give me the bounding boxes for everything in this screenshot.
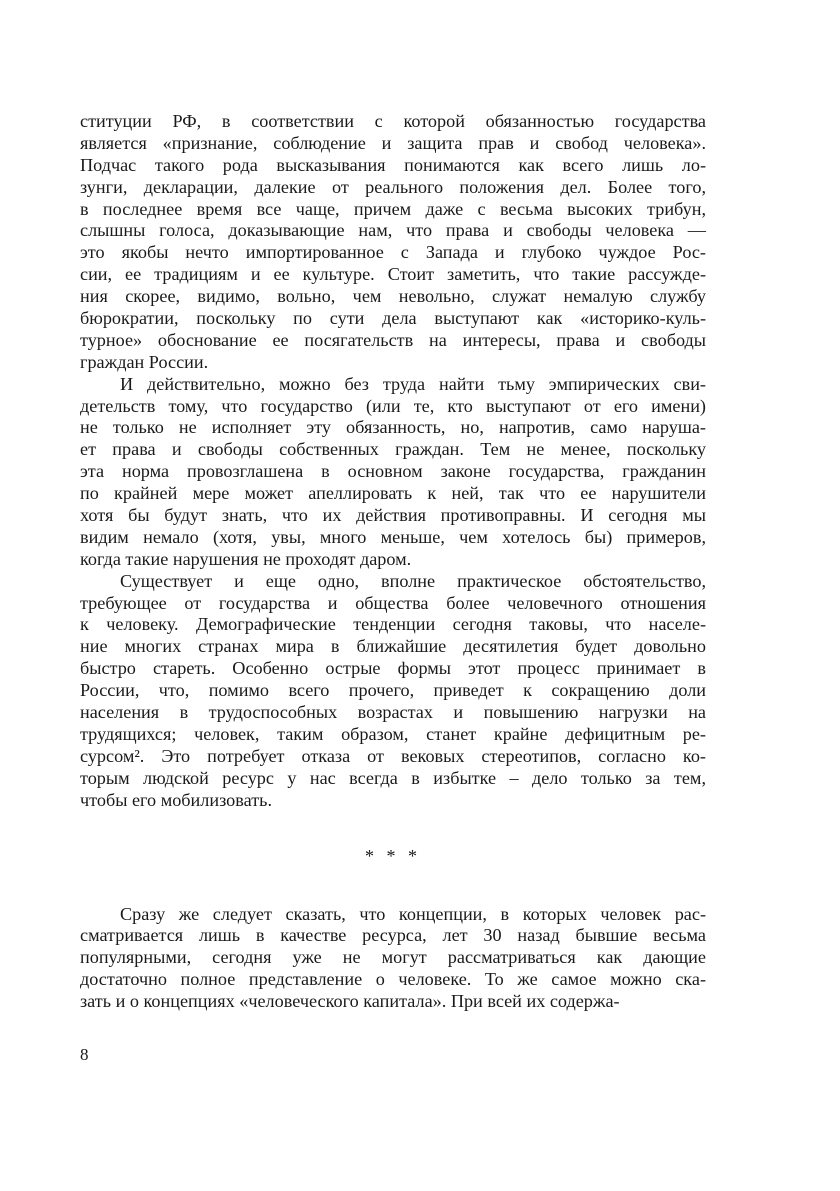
text-line: по крайней мере может апеллировать к ней, так что ее нарушители	[80, 483, 706, 504]
text-line: сии, ее традициям и ее культуре. Стоит заметить, что такие рассужде-	[80, 264, 706, 285]
text-block-bottom	[80, 904, 706, 1013]
text-line: слышны голоса, доказывающие нам, что права и свободы человека —	[80, 220, 706, 241]
text-line: это якобы нечто импортированное с Запада и глубоко чуждое Рос-	[80, 242, 706, 263]
text-line: трудящихся; человек, таким образом, станет крайне дефицитным ре-	[80, 723, 706, 744]
text-line: достаточно полное представление о человеке. То же самое можно ска-	[80, 969, 706, 990]
text-line: эта норма провозглашена в основном законе государства, гражданин	[80, 461, 706, 482]
text-line: Подчас такого рода высказывания понимаются как всего лишь ло-	[80, 154, 706, 175]
text-line: Существует и еще одно, вполне практическое обстоятельство,	[120, 570, 706, 591]
text-line: ституции РФ, в соответствии с которой обязанностью государства	[80, 111, 706, 131]
page-body	[80, 111, 706, 1013]
text-line: населения в трудоспособных возрастах и повышению нагрузки на	[80, 702, 706, 723]
text-line: быстро стареть. Особенно острые формы этот процесс принимает в	[80, 658, 706, 679]
paragraph	[80, 904, 706, 1013]
paragraph	[80, 374, 706, 571]
text-line: торым людской ресурс у нас всегда в избытке – дело только за тем,	[80, 767, 706, 788]
text-line: ния скорее, видимо, вольно, чем невольно, служат немалую службу	[80, 286, 706, 307]
text-line: граждан России.	[80, 351, 209, 372]
text-line: детельств тому, что государство (или те, кто выступают от его имени)	[80, 395, 706, 416]
text-line: зунги, декларации, далекие от реального положения дел. Более того,	[80, 176, 706, 197]
paragraph	[80, 571, 706, 812]
text-line: турное» обоснование ее посягательств на интересы, права и свободы	[80, 329, 706, 350]
text-line: когда такие нарушения не проходят даром.	[80, 548, 412, 569]
text-line: в последнее время все чаще, причем даже с весьма высоких трибун,	[80, 198, 706, 219]
text-line: зать и о концепциях «человеческого капитала». При всей их содержа-	[80, 991, 620, 1012]
text-line: к человеку. Демографические тенденции сегодня таковы, что населе-	[80, 614, 706, 635]
text-line: сматривается лишь в качестве ресурса, лет 30 назад бывшие весьма	[80, 925, 706, 946]
text-line: не только не исполняет эту обязанность, но, напротив, само наруша-	[80, 417, 706, 438]
paragraph	[80, 111, 706, 374]
page-number: 8	[80, 1045, 89, 1064]
text-line: бюрократии, поскольку по сути дела выступают как «историко-куль-	[80, 308, 706, 329]
text-line: видим немало (хотя, увы, много меньше, чем хотелось бы) примеров,	[80, 526, 706, 547]
text-line: Сразу же следует сказать, что концепции, в которых человек рас-	[120, 903, 706, 924]
text-block-top	[80, 111, 706, 812]
text-line: хотя бы будут знать, что их действия противоправны. И сегодня мы	[80, 505, 706, 526]
text-line: ние многих странах мира в ближайшие десятилетия будет довольно	[80, 636, 706, 657]
section-divider: * * *	[365, 845, 421, 866]
text-line: ет права и свободы собственных граждан. Тем не менее, поскольку	[80, 439, 706, 460]
text-line: сурсом². Это потребует отказа от вековых стереотипов, согласно ко-	[80, 745, 706, 766]
text-line: требующее от государства и общества более человечного отношения	[80, 592, 706, 613]
text-line: И действительно, можно без труда найти тьму эмпирических сви-	[120, 373, 706, 394]
text-line: чтобы его мобилизовать.	[80, 789, 272, 810]
text-line: популярными, сегодня уже не могут рассматриваться как дающие	[80, 947, 706, 968]
text-line: является «признание, соблюдение и защита прав и свобод человека».	[80, 132, 706, 153]
text-line: России, что, помимо всего прочего, приведет к сокращению доли	[80, 680, 706, 701]
